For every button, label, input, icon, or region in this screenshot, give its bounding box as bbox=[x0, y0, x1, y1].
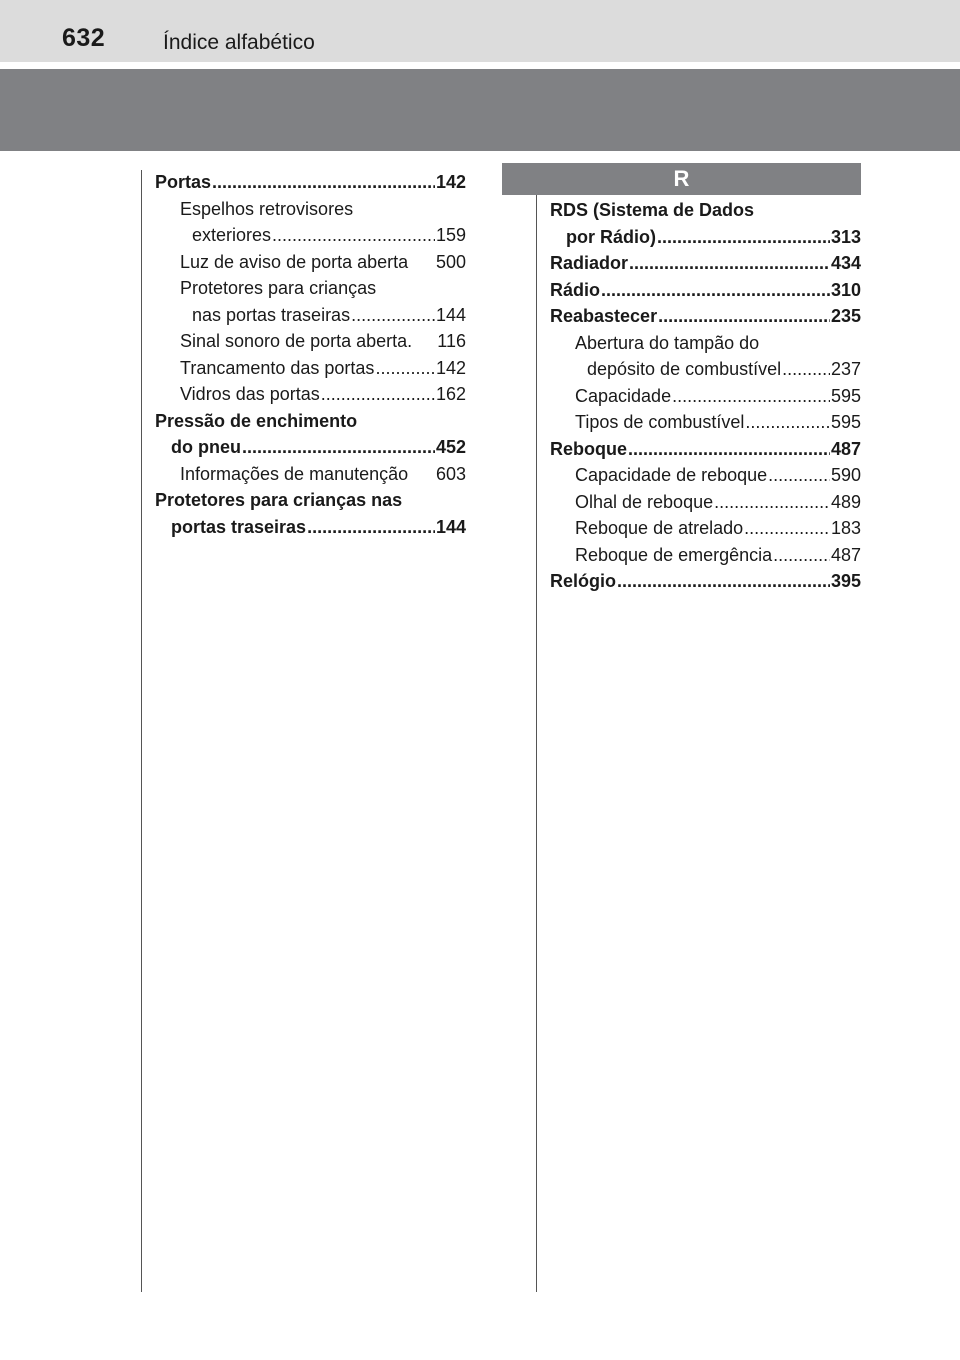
dot-leader bbox=[657, 224, 830, 251]
dot-leader bbox=[617, 568, 830, 595]
index-entry-page: 452 bbox=[435, 437, 466, 457]
index-entry-text: nas portas traseiras bbox=[192, 304, 351, 325]
index-entry-text: Reboque bbox=[550, 438, 628, 459]
dot-leader bbox=[672, 383, 830, 410]
index-entry-text: do pneu bbox=[171, 437, 241, 457]
index-entry-page: 603 bbox=[435, 463, 466, 484]
index-entry bbox=[155, 434, 466, 461]
index-entry-page: 142 bbox=[435, 357, 466, 378]
index-entry-text: Sinal sonoro de porta aberta. bbox=[180, 331, 413, 351]
index-entry-text: Capacidade de reboque bbox=[575, 465, 768, 485]
index-entry-text: Luz de aviso de porta aberta bbox=[180, 251, 409, 272]
index-entry bbox=[155, 275, 466, 302]
index-entry-page: 162 bbox=[435, 384, 466, 404]
dot-leader bbox=[375, 355, 435, 382]
index-entry-text: Portas bbox=[155, 172, 212, 192]
dot-leader bbox=[212, 169, 435, 196]
index-entry bbox=[155, 222, 466, 249]
index-entry-text: Pressão de enchimento bbox=[155, 410, 358, 431]
index-entry bbox=[550, 542, 861, 569]
index-entry bbox=[155, 196, 466, 223]
left-column-rule bbox=[141, 170, 142, 1292]
index-entry-text: Capacidade bbox=[575, 385, 672, 406]
dot-leader bbox=[628, 436, 830, 463]
dot-leader bbox=[745, 409, 830, 436]
dot-leader bbox=[307, 514, 435, 541]
index-entry bbox=[155, 381, 466, 408]
index-entry-text: Vidros das portas bbox=[180, 384, 320, 404]
index-entry bbox=[550, 409, 861, 436]
dot-leader bbox=[321, 381, 435, 408]
index-entry-page: 142 bbox=[435, 172, 466, 192]
index-entry bbox=[155, 487, 466, 514]
index-entry bbox=[550, 356, 861, 383]
dot-leader bbox=[773, 542, 830, 569]
dot-leader bbox=[272, 222, 435, 249]
index-entry-page: 595 bbox=[830, 385, 861, 406]
index-entry-text: Olhal de reboque bbox=[575, 491, 714, 512]
dot-leader bbox=[658, 303, 830, 330]
dot-leader bbox=[744, 515, 830, 542]
index-entry-text: Espelhos retrovisores bbox=[180, 198, 354, 219]
index-entry bbox=[155, 328, 466, 355]
dot-leader bbox=[629, 250, 830, 277]
index-entry-page: 489 bbox=[830, 491, 861, 512]
index-entry-page: 487 bbox=[830, 544, 861, 565]
index-entry-page: 116 bbox=[437, 331, 466, 351]
index-entry bbox=[155, 514, 466, 541]
index-entry bbox=[550, 277, 861, 304]
index-entry-text: Informações de manutenção bbox=[180, 463, 409, 484]
dot-leader bbox=[782, 356, 830, 383]
index-entry bbox=[550, 224, 861, 251]
index-entry-text: Protetores para crianças bbox=[180, 278, 377, 298]
index-entry bbox=[550, 197, 861, 224]
index-entry bbox=[550, 489, 861, 516]
index-entry-text: Reboque de emergência bbox=[575, 544, 773, 565]
index-entry bbox=[550, 436, 861, 463]
index-entry-text: exteriores bbox=[192, 225, 272, 245]
index-entry-text: Trancamento das portas bbox=[180, 357, 375, 378]
section-title: Índice alfabético bbox=[163, 31, 315, 54]
index-entry bbox=[155, 355, 466, 382]
index-entry-text: Reabastecer bbox=[550, 306, 658, 326]
index-entry bbox=[155, 249, 466, 276]
index-entry-page: 434 bbox=[830, 253, 861, 273]
header-bar bbox=[0, 0, 960, 62]
index-entry-page: 595 bbox=[830, 412, 861, 432]
index-entry bbox=[550, 383, 861, 410]
index-entry bbox=[155, 169, 466, 196]
index-entry-page: 144 bbox=[435, 516, 466, 537]
page-number: 632 bbox=[62, 24, 106, 52]
dot-leader bbox=[768, 462, 830, 489]
index-entry-text: depósito de combustível bbox=[587, 359, 782, 379]
index-entry-text: Abertura do tampão do bbox=[575, 332, 760, 353]
index-entry bbox=[550, 330, 861, 357]
index-entry bbox=[550, 303, 861, 330]
letter-heading-r: R bbox=[502, 163, 861, 195]
decorative-band bbox=[0, 69, 960, 151]
index-entry-text: Reboque de atrelado bbox=[575, 518, 744, 538]
dot-leader bbox=[242, 434, 435, 461]
index-entry-page: 310 bbox=[830, 279, 861, 300]
index-entry-text: Relógio bbox=[550, 571, 616, 591]
index-column-right bbox=[550, 197, 861, 595]
index-entry bbox=[155, 408, 466, 435]
index-entry-text: Tipos de combustível bbox=[575, 412, 745, 432]
index-entry-page: 159 bbox=[435, 225, 466, 245]
index-entry-text: por Rádio) bbox=[566, 226, 656, 247]
dot-leader bbox=[601, 277, 830, 304]
index-entry bbox=[155, 302, 466, 329]
index-entry bbox=[550, 568, 861, 595]
index-entry-text: Protetores para crianças nas bbox=[155, 490, 403, 510]
index-entry bbox=[550, 515, 861, 542]
right-column-rule bbox=[536, 170, 537, 1292]
index-entry-text: Radiador bbox=[550, 253, 629, 273]
dot-leader bbox=[714, 489, 830, 516]
dot-leader bbox=[351, 302, 435, 329]
index-entry-page: 395 bbox=[830, 571, 861, 591]
index-entry-text: RDS (Sistema de Dados bbox=[550, 200, 755, 220]
index-entry-page: 183 bbox=[830, 518, 861, 538]
index-entry-page: 313 bbox=[830, 226, 861, 247]
index-entry-page: 237 bbox=[830, 359, 861, 379]
index-column-left bbox=[155, 169, 466, 540]
index-entry-page: 487 bbox=[830, 438, 861, 459]
index-entry-page: 500 bbox=[435, 251, 466, 272]
index-entry-text: Rádio bbox=[550, 279, 601, 300]
index-entry-page: 144 bbox=[435, 304, 466, 325]
index-entry bbox=[155, 461, 466, 488]
index-entry-page: 235 bbox=[830, 306, 861, 326]
index-entry-page: 590 bbox=[830, 465, 861, 485]
index-entry bbox=[550, 250, 861, 277]
index-entry-text: portas traseiras bbox=[171, 516, 307, 537]
index-entry bbox=[550, 462, 861, 489]
